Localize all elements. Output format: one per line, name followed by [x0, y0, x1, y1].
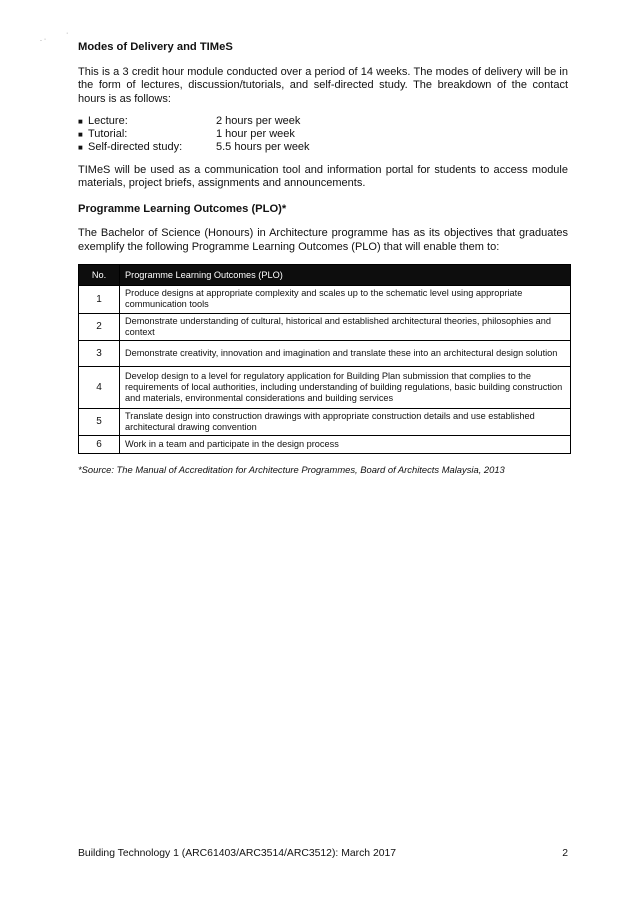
row-number: 4	[79, 366, 120, 408]
list-item	[78, 141, 568, 154]
row-number: 6	[79, 435, 120, 453]
scan-speck: . ·	[40, 36, 47, 43]
delivery-heading: Modes of Delivery and TIMeS	[78, 41, 233, 53]
row-text: Produce designs at appropriate complexity and scales up to the schematic level using appropriate communication tools	[120, 285, 571, 313]
row-number: 2	[79, 313, 120, 340]
column-header-no: No.	[79, 264, 120, 285]
table-header-row	[79, 264, 571, 285]
table-row	[79, 340, 571, 366]
scan-speck: ·	[66, 30, 69, 37]
table-row	[79, 313, 571, 340]
source-note: *Source: The Manual of Accreditation for Architecture Programmes, Board of Architects Malaysia, 2013	[78, 463, 505, 475]
times-description: TIMeS will be used as a communication tool and information portal for students to access module materials, project briefs, assignments and announcements.	[78, 163, 568, 190]
hours-value: 2 hours per week	[216, 114, 301, 127]
row-number: 3	[79, 340, 120, 366]
row-text: Demonstrate creativity, innovation and imagination and translate these into an architectural design solution	[120, 340, 571, 366]
bullet-icon: ■	[78, 143, 83, 153]
row-text: Demonstrate understanding of cultural, historical and established architectural theories, philosophies and context	[120, 313, 571, 340]
hours-label: Tutorial:	[88, 128, 128, 141]
row-number: 1	[79, 285, 120, 313]
plo-intro: The Bachelor of Science (Honours) in Architecture programme has as its objectives that graduates exemplify the following Programme Learning Outcomes (PLO) that will enable them to:	[78, 227, 568, 253]
bullet-icon: ■	[78, 116, 83, 126]
hours-label: Lecture:	[88, 114, 128, 127]
column-header-plo: Programme Learning Outcomes (PLO)	[120, 264, 571, 285]
plo-table	[78, 264, 571, 454]
row-number: 5	[79, 408, 120, 435]
hours-label: Self-directed study:	[88, 141, 183, 154]
delivery-intro: This is a 3 credit hour module conducted over a period of 14 weeks. The modes of delivery will be in the form of lectures, discussion/tutorials, and self-directed study. The breakdown of the contact hours is as follows:	[78, 66, 568, 105]
row-text: Work in a team and participate in the design process	[120, 435, 571, 453]
list-item	[78, 128, 568, 141]
footer-title: Building Technology 1 (ARC61403/ARC3514/ARC3512): March 2017	[78, 848, 397, 859]
list-item	[78, 115, 568, 128]
plo-heading: Programme Learning Outcomes (PLO)*	[78, 203, 287, 216]
page-number: 2	[562, 848, 568, 859]
page-content	[78, 40, 568, 475]
row-text: Develop design to a level for regulatory application for Building Plan submission that complies to the requirements of local authorities, including understanding of building regulations, basic building construction and materials, environmental considerations and building services	[120, 366, 571, 408]
table-row	[79, 366, 571, 408]
table-row	[79, 285, 571, 313]
table-row	[79, 408, 571, 435]
row-text: Translate design into construction drawings with appropriate construction details and use established architectural drawing convention	[120, 408, 571, 435]
table-row	[79, 435, 571, 453]
bullet-icon: ■	[78, 130, 83, 140]
page-footer	[78, 848, 568, 859]
contact-hours-list	[78, 115, 568, 155]
hours-value: 1 hour per week	[216, 128, 295, 141]
hours-value: 5.5 hours per week	[216, 141, 310, 154]
